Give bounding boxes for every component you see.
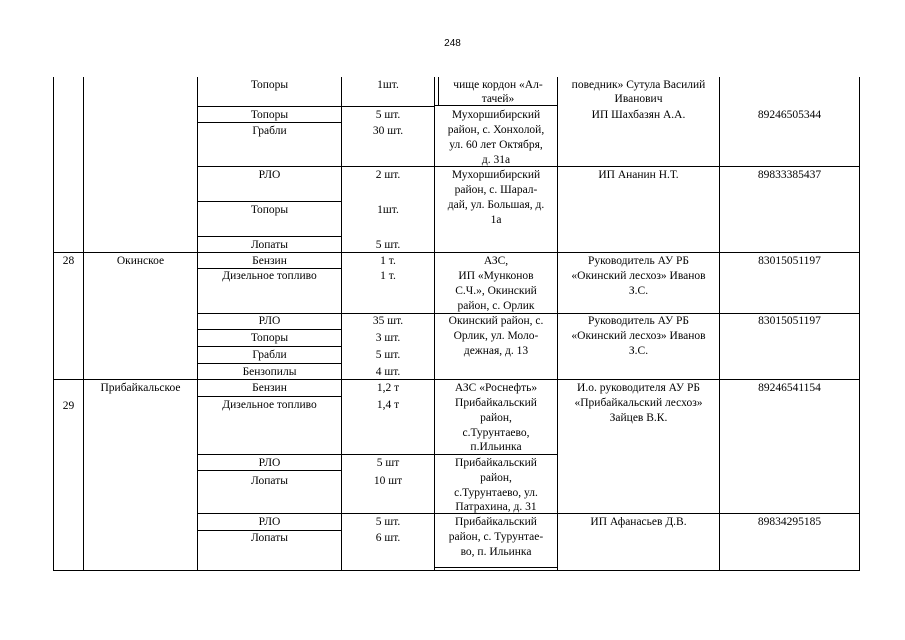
address-line: Прибайкальский (455, 516, 537, 528)
item-name: Лопаты (251, 475, 288, 487)
address-line: дежная, д. 13 (463, 345, 529, 357)
responsible-line: И.о. руководителя АУ РБ (577, 382, 700, 394)
item-name: Дизельное топливо (222, 399, 317, 411)
item-quantity: 35 шт. (372, 315, 404, 327)
address-line: 1а (490, 214, 502, 226)
responsible-line: З.С. (628, 345, 649, 357)
address-line: АЗС, (483, 255, 509, 267)
item-name: Топоры (250, 109, 289, 121)
address-line: ИП «Мунконов (458, 270, 534, 282)
responsible-person: ИП Шахбазян А.А. (591, 109, 686, 121)
responsible-line: Руководитель АУ РБ (588, 255, 689, 267)
address-line: тачей» (481, 93, 515, 105)
item-name: Лопаты (251, 239, 288, 251)
item-quantity: 5 шт. (375, 239, 401, 251)
address-line: дай, ул. Большая, д. (447, 199, 545, 211)
item-name: Бензин (252, 255, 287, 267)
address-line: Окинский район, с. (448, 315, 544, 327)
item-quantity: 5 шт (376, 457, 400, 469)
address-line: район, (480, 412, 512, 424)
page-number: 248 (444, 38, 461, 49)
item-quantity: 3 шт. (375, 332, 401, 344)
responsible-line: поведник» Сутула Василий (571, 79, 706, 91)
item-name: Топоры (250, 332, 289, 344)
responsible-person: ИП Афанасьев Д.В. (590, 516, 687, 528)
responsible-line: Руководитель АУ РБ (588, 315, 689, 327)
address-line: район, с. Турунтае- (448, 531, 544, 543)
item-name: РЛО (258, 169, 281, 181)
item-name: РЛО (258, 315, 281, 327)
phone-number: 89246505344 (757, 109, 822, 121)
responsible-line: Зайцев В.К. (609, 412, 668, 424)
phone-number: 89834295185 (757, 516, 822, 528)
item-name: РЛО (258, 457, 281, 469)
responsible-line: «Окинский лесхоз» Иванов (571, 330, 706, 342)
address-line: ул. 60 лет Октября, (449, 139, 543, 151)
address-line: С.Ч.», Окинский (455, 285, 537, 297)
address-line: д. 31а (481, 154, 511, 166)
phone-number: 89833385437 (757, 169, 822, 181)
item-quantity: 1 т. (380, 270, 396, 282)
item-name: Топоры (250, 204, 289, 216)
phone-number: 83015051197 (758, 315, 821, 327)
item-quantity: 1,2 т (376, 382, 400, 394)
item-name: Дизельное топливо (222, 270, 317, 282)
cell-border (434, 567, 557, 568)
district-name: Прибайкальское (100, 382, 181, 394)
responsible-line: «Окинский лесхоз» Иванов (571, 270, 706, 282)
item-quantity: 5 шт. (375, 349, 401, 361)
item-quantity: 2 шт. (375, 169, 401, 181)
address-line: Прибайкальский (455, 457, 537, 469)
address-line: с.Турунтаево, ул. (454, 487, 538, 499)
district-name: Окинское (116, 255, 165, 267)
item-name: Бензин (252, 382, 287, 394)
item-quantity: 1 т. (380, 255, 396, 267)
address-line: район, с. Орлик (457, 300, 535, 312)
item-quantity: 1,4 т (376, 399, 400, 411)
address-line: Орлик, ул. Моло- (453, 330, 539, 342)
address-line: район, (480, 472, 512, 484)
address-line: АЗС «Роснефть» (454, 382, 538, 394)
address-line: Патрахина, д. 31 (455, 501, 537, 513)
item-name: Бензопилы (242, 366, 297, 378)
item-quantity: 30 шт. (372, 125, 404, 137)
address-line: Прибайкальский (455, 397, 537, 409)
address-line: с.Турунтаево, (462, 427, 530, 439)
item-quantity: 10 шт (373, 475, 403, 487)
address-line: во, п. Ильинка (460, 546, 532, 558)
address-line: район, с. Хонхолой, (447, 124, 545, 136)
table-border-right (859, 77, 860, 571)
item-quantity: 5 шт. (375, 109, 401, 121)
responsible-line: З.С. (628, 285, 649, 297)
address-line: чище кордон «Ал- (453, 79, 543, 91)
item-name: Лопаты (251, 532, 288, 544)
phone-number: 83015051197 (758, 255, 821, 267)
table-border-bottom (53, 570, 860, 571)
col-divider (83, 77, 84, 571)
item-quantity: 6 шт. (375, 532, 401, 544)
address-line: район, с. Шарал- (454, 184, 538, 196)
item-name: Грабли (252, 125, 287, 137)
item-quantity: 5 шт. (375, 516, 401, 528)
item-quantity: 4 шт. (375, 366, 401, 378)
table-border-left (53, 77, 54, 571)
responsible-person: ИП Ананин Н.Т. (598, 169, 679, 181)
item-quantity: 1шт. (377, 79, 399, 91)
responsible-line: Иванович (614, 93, 663, 105)
item-name: РЛО (258, 516, 281, 528)
address-line: Мухоршибирский (451, 109, 541, 121)
address-line: Мухоршибирский (451, 169, 541, 181)
row-number: 28 (62, 255, 75, 267)
item-name: Топоры (250, 79, 289, 91)
item-name: Грабли (252, 349, 287, 361)
item-quantity: 1шт. (377, 204, 399, 216)
responsible-line: «Прибайкальский лесхоз» (574, 397, 703, 409)
phone-number: 89246541154 (758, 382, 821, 394)
row-number: 29 (62, 400, 75, 412)
address-line: п.Ильинка (470, 441, 522, 453)
